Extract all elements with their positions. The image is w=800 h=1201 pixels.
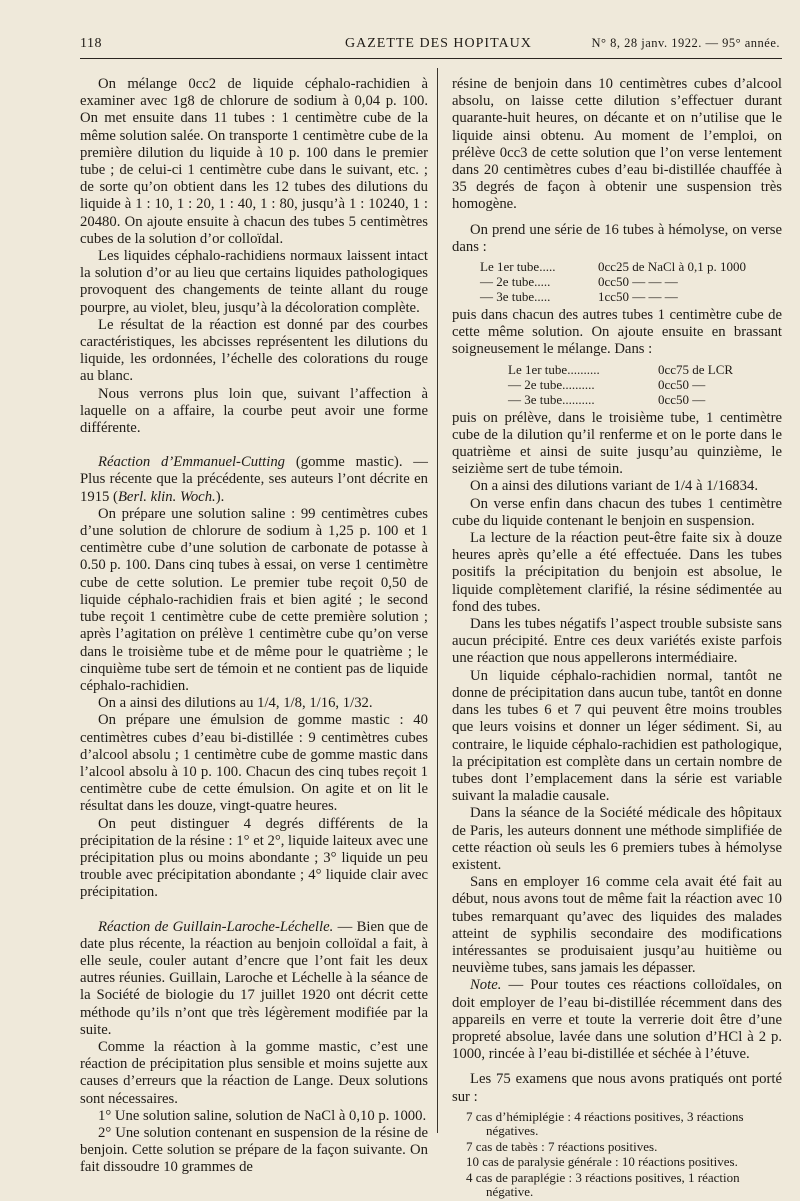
dilution-table-lcr [452,362,782,407]
paragraph: Dans les tubes négatifs l’aspect trouble subsiste sans aucun précipité. Entre ces deux variétés existe parfois une réaction que nous appellerons intermédiaire. [452,616,782,667]
paragraph: On prépare une émulsion de gomme mastic : 40 centimètres cubes d’eau bi-distillée : 9 centimètres cubes d’alcool absolu ; 1 centimètre cube de gomme mastic dans l’alcool absolu à 10 p. 100. Chacun des cinq tubes reçoit 1 centimètre cube de cette émulsion. On agite et on lit le résultat dans les douze, vingt-quatre heures. [80,712,428,815]
list-item: 7 cas d’hémiplégie : 4 réactions positives, 3 réactions négatives. [466,1108,744,1139]
page-number: 118 [80,36,102,51]
table-row: — 3e tube.......... 0cc50 — [508,391,706,407]
column-divider [437,68,438,1133]
note-paragraph: Note. — Pour toutes ces réactions colloïdales, on doit employer de l’eau bi-distillée récemment dans des appareils en verre et toute la verrerie doit être d’une propreté absolue, lavée dans une solution d’HCl à 2 p. 1000, rincée à l’eau bi-distillée et séchée à l’étuve. [452,977,782,1063]
paragraph: On mélange 0cc2 de liquide céphalo-rachidien à examiner avec 1g8 de chlorure de sodium à 0,04 p. 100. On met ensuite dans 11 tubes : 1 centimètre cube de la même solution salée. On transporte 1 centimètre cube de la première dilution du liquide à 10 p. 100 dans le premier tube ; de celui-ci 1 centimètre cube dans le suivant, etc. ; de sorte qu’on obtient dans les 12 tubes des dilutions du liquide à 1 : 10, 1 : 20, 1 : 40, 1 : 80, jusqu’à 1 : 10240, 1 : 20480. On ajoute ensuite à chacun des tubes 5 centimètres cubes de la solution d’or colloïdal. [80,76,428,247]
table-row: — 2e tube..... 0cc50 — — — [480,274,678,290]
section-paragraph: Réaction d’Emmanuel-Cutting (gomme mastic). — Plus récente que la précédente, ses auteurs l’ont décrite en 1915 (Berl. klin. Woch.). [80,454,428,505]
paragraph: Les liquides céphalo-rachidiens normaux laissent intact la solution d’or au lieu que certains liquides pathologiques provoquent des changements de teinte allant du rouge pourpre, au violet, bleu, jusqu’à la décoloration complète. [80,248,428,316]
note-label: Note. [470,977,502,994]
list-item: 7 cas de tabès : 7 réactions positives. [466,1138,658,1154]
page-header [80,30,780,52]
paragraph: On verse enfin dans chacun des tubes 1 centimètre cube du liquide contenant le benjoin en suspension. [452,495,782,529]
paragraph: Le résultat de la réaction est donné par des courbes caractéristiques, les abcisses représentent les dilutions du liquide, les ordonnées, l’échelle des colorations du rouge au blanc. [80,316,428,385]
table-row: Le 1er tube.......... 0cc75 de LCR [508,361,734,377]
paragraph: Les 75 examens que nous avons pratiqués ont porté sur : [452,1071,782,1105]
paragraph: On prend une série de 16 tubes à hémolyse, on verse dans : [452,221,782,255]
paragraph: 1° Une solution saline, solution de NaCl à 0,10 p. 1000. [98,1107,427,1124]
section-title: Réaction de Guillain-Laroche-Léchelle. [98,918,334,935]
section-title: Réaction d’Emmanuel-Cutting [98,454,286,471]
header-rule [80,58,782,59]
table-row: Le 1er tube..... 0cc25 de NaCl à 0,1 p. 1000 [480,259,747,275]
paragraph: On a ainsi des dilutions variant de 1/4 à 1/16834. [470,478,758,495]
right-column [452,76,782,1201]
table-row: — 2e tube.......... 0cc50 — [508,376,706,392]
table-row: — 3e tube..... 1cc50 — — — [480,289,678,305]
list-item: 4 cas de paraplégie : 3 réactions positives, 1 réaction négative. [466,1169,740,1200]
paragraph: Un liquide céphalo-rachidien normal, tantôt ne donne de précipitation dans aucun tube, tantôt en donne dans les tubes 6 et 7 qui peuvent être moins troubles que leurs voisins et donner un léger sédiment. Si, au contraire, le liquide céphalo-rachidien est pathologique, la précipitation est complète dans un certain nombre de tubes dont l’emplacement dans la série est variable suivant la maladie causale. [452,667,782,805]
paragraph: résine de benjoin dans 10 centimètres cubes d’alcool absolu, on laisse cette dilution s’effectuer durant quarante-huit heures, on décante et on n’utilise que le liquide ainsi obtenu. Au moment de l’emploi, on prélève 0cc3 de cette solution que l’on verse lentement dans 20 centimètres cubes d’eau bi-distillée chauffée à 35 degrés de façon à obtenir une suspension très homogène. [452,76,782,213]
paragraph: puis dans chacun des autres tubes 1 centimètre cube de cette même solution. On ajoute ensuite en brassant soigneusement le mélange. Dans : [452,307,782,358]
paragraph: On peut distinguer 4 degrés différents de la précipitation de la résine : 1° et 2°, liquide laiteux avec une précipitation plus ou moins abondante ; 3° liquide un peu trouble avec précipitation abondante ; 4° liquide clair avec précipitation. [80,815,428,901]
reference: Berl. klin. Woch. [117,488,216,505]
left-column [80,76,428,1177]
paragraph: 2° Une solution contenant en suspension de la résine de benjoin. Cette solution se prépare de la façon suivante. On fait dissoudre 10 grammes de [80,1124,428,1176]
case-list [452,1110,782,1200]
paragraph: La lecture de la réaction peut-être faite six à douze heures après qu’elle a été effectuée. Dans les tubes positifs la précipitation du benjoin est absolue, le liquide complètement clarifié, la résine sédimentée au fond des tubes. [452,530,782,615]
paragraph: Sans en employer 16 comme cela avait été fait au début, nous avons tout de même fait la réaction avec 10 tubes remarquant qu’avec des liquides des malades atteint de syphilis secondaire des modifications intéressantes se produisaient jusqu’au huitième ou neuvième tubes, sans jamais les dépasser. [452,874,782,977]
section-paragraph: Réaction de Guillain-Laroche-Léchelle. — Bien que de date plus récente, la réaction au benjoin colloïdal a fait, à elle seule, couler autant d’encre que l’ont fait les deux autres réunies. Guillain, Laroche et Léchelle à la séance de la Société de biologie du 17 juillet 1920 ont décrit cette méthode qu’ils n’ont que très légèrement modifiée par la suite. [80,918,429,1038]
issue-info: N° 8, 28 janv. 1922. — 95° année. [591,36,780,50]
paragraph: puis on prélève, dans le troisième tube, 1 centimètre cube de la dilution qu’il renferme et on le porte dans le quatrième et ainsi de suite jusqu’au quinzième, le seizième sert de tube témoin. [452,409,782,478]
journal-title: GAZETTE DES HOPITAUX [345,36,532,51]
paragraph: On prépare une solution saline : 99 centimètres cubes d’une solution de chlorure de sodium à 1,25 p. 100 et 1 centimètre cube d’une solution de carbonate de potasse à 0.50 p. 100. Dans cinq tubes à essai, on verse 1 centimètre cube de cette solution. Le premier tube reçoit 0,50 de liquide céphalo-rachidien frais et bien agité ; le second tube reçoit 1 centimètre cube de cette première solution ; après l’agitation on prélève 1 centimètre cube qu’on verse dans le troisième tube et de même pour le quatrième ; le cinquième tube sert de témoin et ne contient pas de liquide céphalo-rachidien. [80,505,428,694]
paragraph: On a ainsi des dilutions au 1/4, 1/8, 1/16, 1/32. [98,695,373,712]
list-item: 10 cas de paralysie générale : 10 réactions positives. [466,1154,738,1170]
paragraph: Dans la séance de la Société médicale des hôpitaux de Paris, les auteurs donnent une méthode simplifiée de cette réaction où seuls les 6 premiers tubes à hémolyse existent. [452,805,782,873]
dilution-table-nacl [452,259,782,304]
paragraph: Comme la réaction à la gomme mastic, c’est une réaction de précipitation plus sensible et moins sujette aux causes d’erreurs que la réaction de Lange. Deux solutions sont nécessaires. [80,1038,428,1107]
paragraph: Nous verrons plus loin que, suivant l’affection à laquelle on a affaire, la courbe peut avoir une forme différente. [80,385,428,437]
